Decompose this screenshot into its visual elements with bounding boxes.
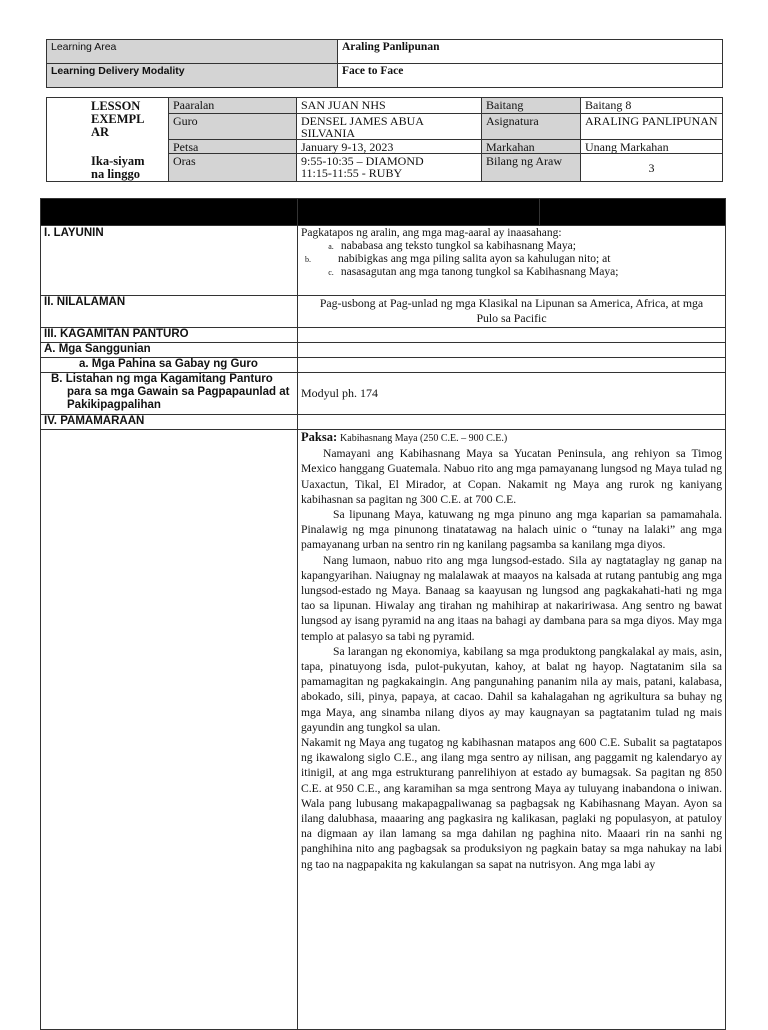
guro-value: DENSEL JAMES ABUA SILVANIA <box>297 114 482 140</box>
modality-label: Learning Delivery Modality <box>47 64 338 88</box>
guro-label: Guro <box>169 114 297 140</box>
asignatura-value: ARALING PANLIPUNAN <box>581 114 723 140</box>
header-bar <box>41 199 726 226</box>
petsa-value: January 9-13, 2023 <box>297 140 482 154</box>
pamamaraan-content-row <box>41 430 726 1030</box>
list-marker: c. <box>328 268 334 277</box>
nilalaman-value: Pag-usbong at Pag-unlad ng mga Klasikal na Lipunan sa America, Africa, at mga Pulo sa Pacific <box>298 296 726 328</box>
markahan-value: Unang Markahan <box>581 140 723 154</box>
listahan-row <box>41 373 726 415</box>
listahan-label: B. Listahan ng mga Kagamitang Panturo para sa mga Gawain sa Pagpapaunlad at Pakikipagpalihan <box>41 373 298 415</box>
paaralan-label: Paaralan <box>169 98 297 114</box>
layunin-content <box>298 226 726 296</box>
nilalaman-row <box>41 296 726 328</box>
objectives-list <box>301 240 722 279</box>
paragraph: Sa lipunang Maya, katuwang ng mga pinuno ang mga kaparian sa pamamahala. Pinalawig ng mga pinunong tinatatawag na halach uinic o “tunay na lalaki” ang mga pamayanang urban na sentro rin ng kanilang pagsamba sa kanilang mga diyos. <box>301 508 722 552</box>
paksa-label: Paksa: <box>301 430 338 444</box>
lesson-title-line: LESSON <box>91 99 141 113</box>
paksa-value: Kabihasnang Maya (250 C.E. – 900 C.E.) <box>340 433 508 444</box>
lesson-info-table <box>46 97 723 182</box>
baitang-value: Baitang 8 <box>581 98 723 114</box>
markahan-label: Markahan <box>482 140 581 154</box>
paragraph: Namayani ang Kabihasnang Maya sa Yucatan Peninsula, ang rehiyon sa Timog Mexico hanggang Guatemala. Nabuo rito ang mga pamayanang lungsod ng Maya tulad ng Uaxactun, Tikal, El Mirador, at Copan. Nakamit ng Maya ang rurok ng kaniyang kabihasnan sa pagitan ng 300 C.E. at 700 C.E. <box>301 447 722 506</box>
oras-line: 9:55-10:35 – DIAMOND <box>301 154 424 168</box>
bilang-label: Bilang ng Araw <box>482 154 581 182</box>
learning-area-value: Araling Panlipunan <box>338 40 723 64</box>
asignatura-label: Asignatura <box>482 114 581 140</box>
week-line: Ika-siyam <box>91 154 145 168</box>
learning-area-row <box>47 40 723 64</box>
listahan-value: Modyul ph. 174 <box>298 373 726 415</box>
paaralan-value: SAN JUAN NHS <box>297 98 482 114</box>
kagamitan-row <box>41 328 726 343</box>
pamamaraan-label: IV. PAMAMARAAN <box>41 415 298 430</box>
modality-value: Face to Face <box>338 64 723 88</box>
paksa-line <box>301 430 722 446</box>
baitang-label: Baitang <box>482 98 581 114</box>
layunin-row <box>41 226 726 296</box>
paragraph: Sa larangan ng ekonomiya, kabilang sa mga produktong pangkalakal ay mais, asin, tapa, pinatuyong isda, pulot-pukyutan, kahoy, at balat ng hayop. Nagtatanim sila sa pamamagitan ng pagkakaingin. Ang pangunahing pananim nila ay mais, patani, kalabasa, abokado, sili, pinya, papaya, at cacao. Dahil sa kahalagahan ng agrikultura sa buhay ng mga Maya, ang sinamba nilang diyos ay may kaugnayan sa pagtatanim tulad ng mais gayundin ang tungkol sa ulan. <box>301 644 722 734</box>
list-marker: b. <box>305 255 311 264</box>
lesson-title-line: AR <box>91 125 110 139</box>
list-marker: a. <box>328 242 334 251</box>
petsa-label: Petsa <box>169 140 297 154</box>
list-item <box>301 253 722 266</box>
oras-value <box>297 154 482 182</box>
sanggunian-label: A. Mga Sanggunian <box>41 343 298 358</box>
sanggunian-row <box>41 343 726 358</box>
paragraph: Nang lumaon, nabuo rito ang mga lungsod-estado. Sila ay nagtataglay ng ganap na kapangyarihan. Naiugnay ng malalawak at maayos na kalsada at rutang pantubig ang mga lungsod-estado ng Maya. Banaag sa kaayusan ng lungsod ang pagkakahati-hati ng mga tao sa lipunan. Hiwalay ang tirahan ng mahihirap at nakaririwasa. Ang sentro ng bawat lungsod ay isang pyramid na ang itaas na bahagi ay dambana para sa mga diyos. May mga templo at palasyo sa tabi ng pyramid. <box>301 553 722 643</box>
week-line: na linggo <box>91 167 140 181</box>
pahina-row <box>41 358 726 373</box>
layunin-intro: Pagkatapos ng aralin, ang mga mag-aaral ay inaasahang: <box>301 227 562 239</box>
kagamitan-label: III. KAGAMITAN PANTURO <box>41 328 298 343</box>
oras-line: 11:15-11:55 - RUBY <box>301 166 403 180</box>
list-text: nasasagutan ang mga tanong tungkol sa Kabihasnang Maya; <box>340 266 619 278</box>
list-item <box>301 266 722 279</box>
layunin-label: I. LAYUNIN <box>41 226 298 296</box>
oras-label: Oras <box>169 154 297 182</box>
list-item <box>301 240 722 253</box>
lesson-exemplar-title <box>47 98 169 182</box>
header-table <box>46 39 723 88</box>
nilalaman-label: II. NILALAMAN <box>41 296 298 328</box>
bilang-value: 3 <box>581 154 723 182</box>
lesson-title-line: EXEMPL <box>91 112 145 126</box>
paragraph: Nakamit ng Maya ang tugatog ng kabihasnan matapos ang 600 C.E. Subalit sa pagtatapos ng ikawalong siglo C.E., ang ilang mga sentro ay nilisan, ang paggamit ng kalendaryo ay itinigil, at ang mga estrukturang panrelihiyon at estado ay bumagsak. Sa pagitan ng 850 C.E. at 950 C.E., ang karamihan sa mga sentrong Maya ay tuluyang inabandona o iniwan. Wala pang lubusang makapagpaliwanag sa pagbagsak ng Kabihasnang Mayan. Ayon sa ilang dalubhasa, maaaring ang pagkasira ng kalikasan, paglaki ng populasyon, at patuloy na digmaan ay ilan lamang sa mga dahilan ng paghina nito. Maaari rin na sanhi ng panghihina nito ang pagbagsak sa produksiyon ng pagkain batay sa mga nahukay na labi ng tao na nagpapakita ng kakulangan sa sapat na nutrisyon. Ang mga labi ay <box>301 736 722 871</box>
learning-area-label: Learning Area <box>47 40 338 64</box>
lesson-plan-table <box>40 198 726 1030</box>
list-text: nabibigkas ang mga piling salita ayon sa kahulugan nito; at <box>338 253 611 265</box>
modality-row <box>47 64 723 88</box>
lesson-content <box>298 430 726 1030</box>
pahina-label: a. Mga Pahina sa Gabay ng Guro <box>41 358 298 373</box>
list-text: nababasa ang teksto tungkol sa kabihasnang Maya; <box>340 240 576 252</box>
pamamaraan-row <box>41 415 726 430</box>
